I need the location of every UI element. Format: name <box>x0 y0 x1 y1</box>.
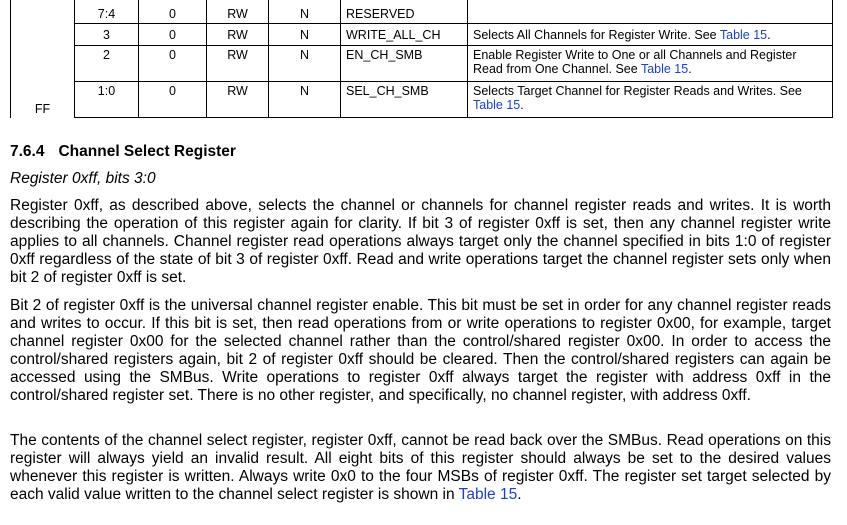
paragraph-3-text: The contents of the channel select register, register 0xff, cannot be read back over the SMBus. Read operations on this register will always yield an invalid result. All eight bits of this register should always be set to the desired values whenever this register is written. Always write 0x0 to the four MSBs of register 0xff. The register set target selected by each valid value written to the channel select register is shown in <box>10 432 831 503</box>
section-heading <box>10 143 236 161</box>
paragraph-1: Register 0xff, as described above, selects the channel or channels for channel register reads and writes. It is worth describing the operation of this register again for clarity. If bit 3 of register 0xff is set, then any channel register write applies to all channels. Channel register read operations always target only the channel specified in bits 1:0 of register 0xff regardless of the state of bit 3 of register 0xff. Read and write operations target the channel register sets only when bit 2 of register 0xff is set. <box>10 197 831 286</box>
flag-cell: N <box>269 0 341 24</box>
description-tail: . <box>767 27 771 42</box>
description-cell <box>468 24 833 46</box>
access-cell: RW <box>207 46 269 82</box>
paragraph-3 <box>10 432 831 504</box>
flag-cell: N <box>269 46 341 82</box>
table-15-link[interactable]: Table 15 <box>640 62 689 76</box>
access-cell: RW <box>207 24 269 46</box>
description-cell <box>468 46 833 82</box>
register-table <box>10 0 833 118</box>
table-15-link[interactable]: Table 15 <box>719 27 768 42</box>
table-15-link[interactable]: Table 15 <box>458 486 518 503</box>
bits-cell: 2 <box>75 46 139 82</box>
access-cell: RW <box>207 0 269 24</box>
section-title: Channel Select Register <box>58 143 236 160</box>
description-tail: . <box>520 98 524 112</box>
default-cell: 0 <box>139 46 207 82</box>
access-cell: RW <box>207 82 269 118</box>
register-address: FF <box>11 0 75 118</box>
section-number: 7.6.4 <box>10 143 45 160</box>
description-text: Selects All Channels for Register Write. See <box>473 27 720 42</box>
flag-cell: N <box>269 82 341 118</box>
default-cell: 0 <box>139 82 207 118</box>
field-name-cell: WRITE_ALL_CH <box>341 24 468 46</box>
table-row <box>11 24 833 46</box>
field-name-cell: SEL_CH_SMB <box>341 82 468 118</box>
description-cell <box>468 82 833 118</box>
table-row <box>11 46 833 82</box>
bits-cell: 1:0 <box>75 82 139 118</box>
section-subtitle: Register 0xff, bits 3:0 <box>10 170 156 187</box>
description-text: Selects Target Channel for Register Reads and Writes. See <box>473 84 802 98</box>
bits-cell: 7:4 <box>75 0 139 24</box>
default-cell: 0 <box>139 0 207 24</box>
description-text: Enable Register Write to One or all Channels and Register Read from One Channel. See <box>473 48 797 76</box>
default-cell: 0 <box>139 24 207 46</box>
table-15-link[interactable]: Table 15 <box>473 98 521 112</box>
field-name-cell: EN_CH_SMB <box>341 46 468 82</box>
field-name-cell: RESERVED <box>341 0 468 24</box>
table-row <box>11 0 833 24</box>
flag-cell: N <box>269 24 341 46</box>
paragraph-2: Bit 2 of register 0xff is the universal channel register enable. This bit must be set in order for any channel register reads and writes to occur. If this bit is set, then read operations from or write operations to register 0x00, for example, target channel register 0x00 for the selected channel rather than the control/shared register 0x00. In order to access the control/shared registers again, bit 2 of register 0xff should be cleared. Then the control/shared registers can again be accessed using the SMBus. Write operations to register 0xff always target the register with address 0xff in the control/shared register set. There is no other register, and specifically, no channel register, with address 0xff. <box>10 297 831 404</box>
description-tail: . <box>688 62 692 76</box>
table-row <box>11 82 833 118</box>
bits-cell: 3 <box>75 24 139 46</box>
description-cell <box>468 0 833 24</box>
paragraph-3-tail: . <box>517 486 522 503</box>
